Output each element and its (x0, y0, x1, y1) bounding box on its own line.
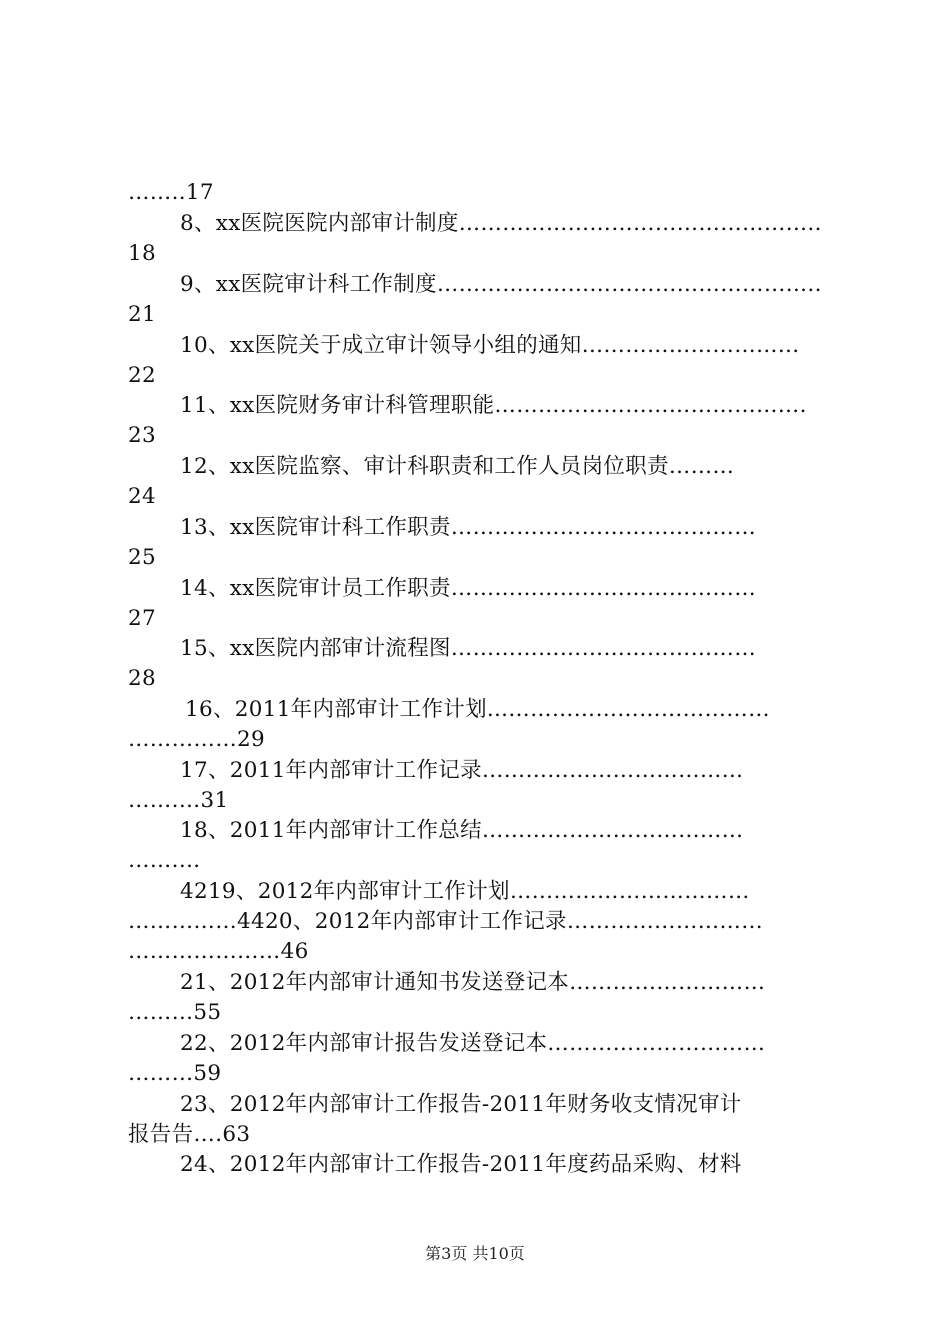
toc-page-number: 27 (128, 606, 156, 631)
toc-entry-15: 15、xx医院内部审计流程图…………………………………… (180, 636, 757, 661)
toc-line: ……..17 (128, 180, 214, 205)
toc-entry-10: 10、xx医院关于成立审计领导小组的通知………………………… (180, 333, 800, 358)
toc-page-number: ………59 (128, 1061, 222, 1086)
toc-page-number: …………………46 (128, 939, 309, 964)
toc-page-number: …….… (128, 848, 201, 873)
toc-entry-17: 17、2011年内部审计工作记录……………………………… (180, 758, 744, 783)
toc-page-number: 24 (128, 484, 156, 509)
toc-entry-24: 24、2012年内部审计工作报告-2011年度药品采购、材料 (180, 1152, 742, 1177)
page-footer: 第3页 共10页 (425, 1244, 525, 1263)
toc-page-number: ………55 (128, 1000, 222, 1025)
toc-entry-14: 14、xx医院审计员工作职责…………………………………… (180, 576, 757, 601)
toc-entry-21: 21、2012年内部审计通知书发送登记本……………………… (180, 970, 766, 995)
toc-entry-18: 18、2011年内部审计工作总结……………………………… (180, 818, 744, 843)
toc-entry-13: 13、xx医院审计科工作职责…………………………………… (180, 515, 757, 540)
toc-page-number: 18 (128, 241, 156, 266)
toc-entry-16: 16、2011年内部审计工作计划...……………………………… (185, 697, 770, 722)
toc-entry-11: 11、xx医院财务审计科管理职能……………………………………. (180, 393, 807, 418)
toc-entry-9: 9、xx医院审计科工作制度…………………………………………….. (180, 272, 822, 297)
toc-entry-20: ……………4420、2012年内部审计工作记录……………………… (128, 909, 764, 934)
toc-page-number: 22 (128, 363, 156, 388)
toc-entry-8: 8、xx医院医院内部审计制度………………………………………….. (180, 211, 822, 236)
toc-entry-12: 12、xx医院监察、审计科职责和工作人员岗位职责……… (180, 454, 735, 479)
toc-entry-19: 4219、2012年内部审计工作计划…………………………… (180, 879, 750, 904)
toc-entry-22: 22、2012年内部审计报告发送登记本………………………… (180, 1031, 766, 1056)
toc-entry-23: 23、2012年内部审计工作报告-2011年财务收支情况审计 (180, 1092, 742, 1117)
toc-page-number: …….…31 (128, 788, 229, 813)
toc-page-number: 28 (128, 666, 156, 691)
toc-page-number: 23 (128, 423, 156, 448)
toc-page-number: 25 (128, 545, 156, 570)
toc-page-number: 21 (128, 302, 156, 327)
toc-page-number: ……………29 (128, 727, 265, 752)
toc-entry-23-continuation: 报告告….63 (128, 1122, 251, 1147)
